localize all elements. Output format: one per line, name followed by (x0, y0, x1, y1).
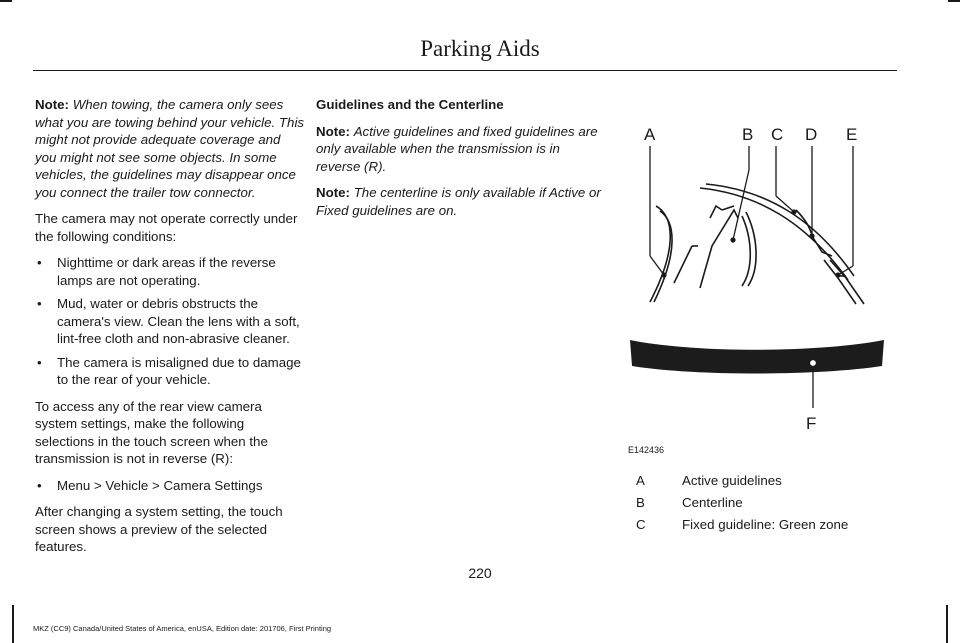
left-column (35, 96, 305, 565)
conditions-intro: The camera may not operate correctly under the following conditions: (35, 211, 298, 244)
callout-dots (661, 209, 840, 277)
right-column (316, 96, 602, 228)
note-label: Note: (316, 185, 350, 200)
camera-guidelines-illustration (626, 118, 896, 458)
footer-text: MKZ (CC9) Canada/United States of America, enUSA, Edition date: 201706, First Printing (33, 624, 332, 633)
note-label: Note: (35, 97, 69, 112)
camera-position-marker (810, 360, 817, 367)
list-item: • Menu > Vehicle > Camera Settings (35, 477, 305, 495)
callout-c: C (771, 125, 784, 144)
legend-value: Active guidelines (682, 473, 782, 488)
guidelines-note (316, 123, 602, 176)
note-text: Active guidelines and fixed guidelines are only available when the transmission is in reverse (R). (316, 123, 598, 174)
settings-outro: After changing a system setting, the touch screen shows a preview of the selected features. (35, 504, 283, 554)
list-item: • The camera is misaligned due to damage to the rear of your vehicle. (35, 354, 305, 389)
callout-a: A (644, 125, 656, 144)
guideline-paths (650, 184, 864, 304)
figure-legend (636, 473, 906, 539)
legend-row (636, 495, 906, 517)
list-item: • Nighttime or dark areas if the reverse lamps are not operating. (35, 254, 305, 289)
legend-key: C (636, 517, 646, 532)
page-number: 220 (468, 565, 492, 581)
towing-note (35, 96, 305, 201)
legend-value: Fixed guideline: Green zone (682, 517, 849, 532)
callout-e: E (846, 125, 858, 144)
crop-mark (946, 605, 948, 643)
callout-d: D (805, 125, 818, 144)
callout-b: B (742, 125, 754, 144)
figure-id: E142436 (628, 445, 665, 455)
legend-row (636, 473, 906, 495)
camera-guidelines-figure (626, 118, 896, 458)
legend-value: Centerline (682, 495, 743, 510)
header-divider (33, 70, 897, 71)
legend-row (636, 517, 906, 539)
callout-f: F (806, 414, 817, 433)
legend-key: B (636, 495, 645, 510)
rear-bumper (630, 340, 884, 374)
note-text: When towing, the camera only sees what you are towing behind your vehicle. This might not provide adequate coverage and you might not see some objects. In some vehicles, the guidelines may disappear once you connect the trailer tow connector. (35, 97, 305, 200)
section-heading: Guidelines and the Centerline (316, 97, 504, 112)
crop-mark (12, 605, 14, 643)
note-label: Note: (316, 123, 350, 139)
conditions-list (35, 254, 305, 389)
settings-intro: To access any of the rear view camera system settings, make the following selections in the touch screen when the transmission is not in reverse (R): (35, 398, 268, 466)
centerline-note (316, 184, 602, 219)
note-text: The centerline is only available if Active or Fixed guidelines are on. (316, 185, 601, 218)
legend-key: A (636, 473, 645, 488)
crop-mark (0, 0, 12, 2)
list-item: • Mud, water or debris obstructs the camera's view. Clean the lens with a soft, lint-free cloth and non-abrasive cleaner. (35, 295, 305, 348)
crop-mark (948, 0, 960, 2)
settings-list (35, 477, 305, 495)
page-header-title: Parking Aids (420, 36, 540, 61)
